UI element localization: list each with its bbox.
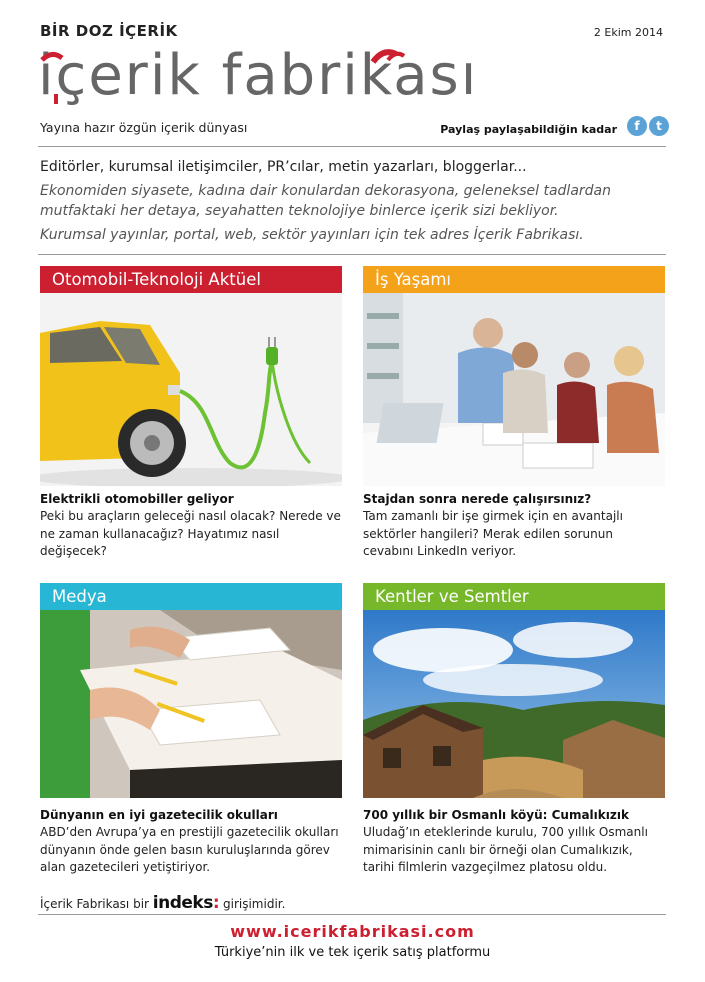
intro-line-2: Ekonomiden siyasete, kadına dair konulardan dekorasyona, geleneksel tadlardan mutfaktaki her detaya, seyahatten teknolojiye binlerce içerik sizi bekliyor. <box>40 183 611 219</box>
indeks-logo-text: indeks <box>152 893 213 913</box>
indeks-logo-colon: : <box>212 893 220 913</box>
article-summary: ABD’den Avrupa’ya en prestijli gazetecilik okulları dünyanın önde gelen basın kuruluşlarında görev alan gazetecileri yetiştiriyor. <box>40 825 339 874</box>
issue-date: 2 Ekim 2014 <box>593 26 663 39</box>
article-card[interactable] <box>40 583 342 877</box>
article-title[interactable]: Dünyanın en iyi gazetecilik okulları <box>40 808 278 822</box>
indeks-logo[interactable] <box>153 893 219 913</box>
article-card[interactable] <box>363 266 665 561</box>
website-link[interactable]: www.icerikfabrikasi.com <box>230 922 475 941</box>
footer-prefix: İçerik Fabrikası bir <box>40 897 149 911</box>
article-summary: Peki bu araçların geleceği nasıl olacak? Nerede ve ne zaman kullanacağız? Hayatımız nasıl değişecek? <box>40 509 341 558</box>
footer-suffix: girişimidir. <box>223 897 286 911</box>
article-title[interactable]: 700 yıllık bir Osmanlı köyü: Cumalıkızık <box>363 808 629 822</box>
divider <box>38 254 666 255</box>
footer-note <box>40 893 285 913</box>
kicker: BİR DOZ İÇERİK <box>40 22 178 40</box>
intro-line-1: Editörler, kurumsal iletişimciler, PR’cılar, metin yazarları, bloggerlar... <box>40 159 527 175</box>
intro-line-3: Kurumsal yayınlar, portal, web, sektör yayınları için tek adres İçerik Fabrikası. <box>40 227 584 243</box>
facebook-icon[interactable]: f <box>627 116 647 136</box>
article-title[interactable]: Elektrikli otomobiller geliyor <box>40 492 234 506</box>
article-image-electric-car[interactable] <box>40 293 342 486</box>
tagline: Yayına hazır özgün içerik dünyası <box>40 120 248 135</box>
chimney-icon <box>38 43 498 108</box>
logo-text: içerik fabrikası <box>38 43 479 108</box>
divider <box>38 146 666 147</box>
category-header: İş Yaşamı <box>363 266 665 293</box>
article-summary: Tam zamanlı bir işe girmek için en avantajlı sektörler hangileri? Merak edilen sorunun cevabını LinkedIn veriyor. <box>363 509 623 558</box>
article-image-office-meeting[interactable] <box>363 293 665 486</box>
slogan: Türkiye’nin ilk ve tek içerik satış platformu <box>214 945 491 960</box>
share-label: Paylaş paylaşabildiğin kadar <box>440 123 617 136</box>
category-header: Otomobil-Teknoloji Aktüel <box>40 266 342 293</box>
twitter-icon[interactable]: t <box>649 116 669 136</box>
logo[interactable] <box>38 43 498 108</box>
article-image-students-writing[interactable] <box>40 610 342 798</box>
article-card[interactable] <box>40 266 342 561</box>
article-summary: Uludağ’ın eteklerinde kurulu, 700 yıllık Osmanlı mimarisinin canlı bir örneği olan Cumalıkızık, tarihi filmlerin vazgeçilmez platosu oldu. <box>363 825 648 874</box>
category-header: Medya <box>40 583 342 610</box>
article-title[interactable]: Stajdan sonra nerede çalışırsınız? <box>363 492 592 506</box>
article-card[interactable] <box>363 583 665 877</box>
category-header: Kentler ve Semtler <box>363 583 665 610</box>
article-image-village[interactable] <box>363 610 665 798</box>
divider <box>38 914 666 915</box>
